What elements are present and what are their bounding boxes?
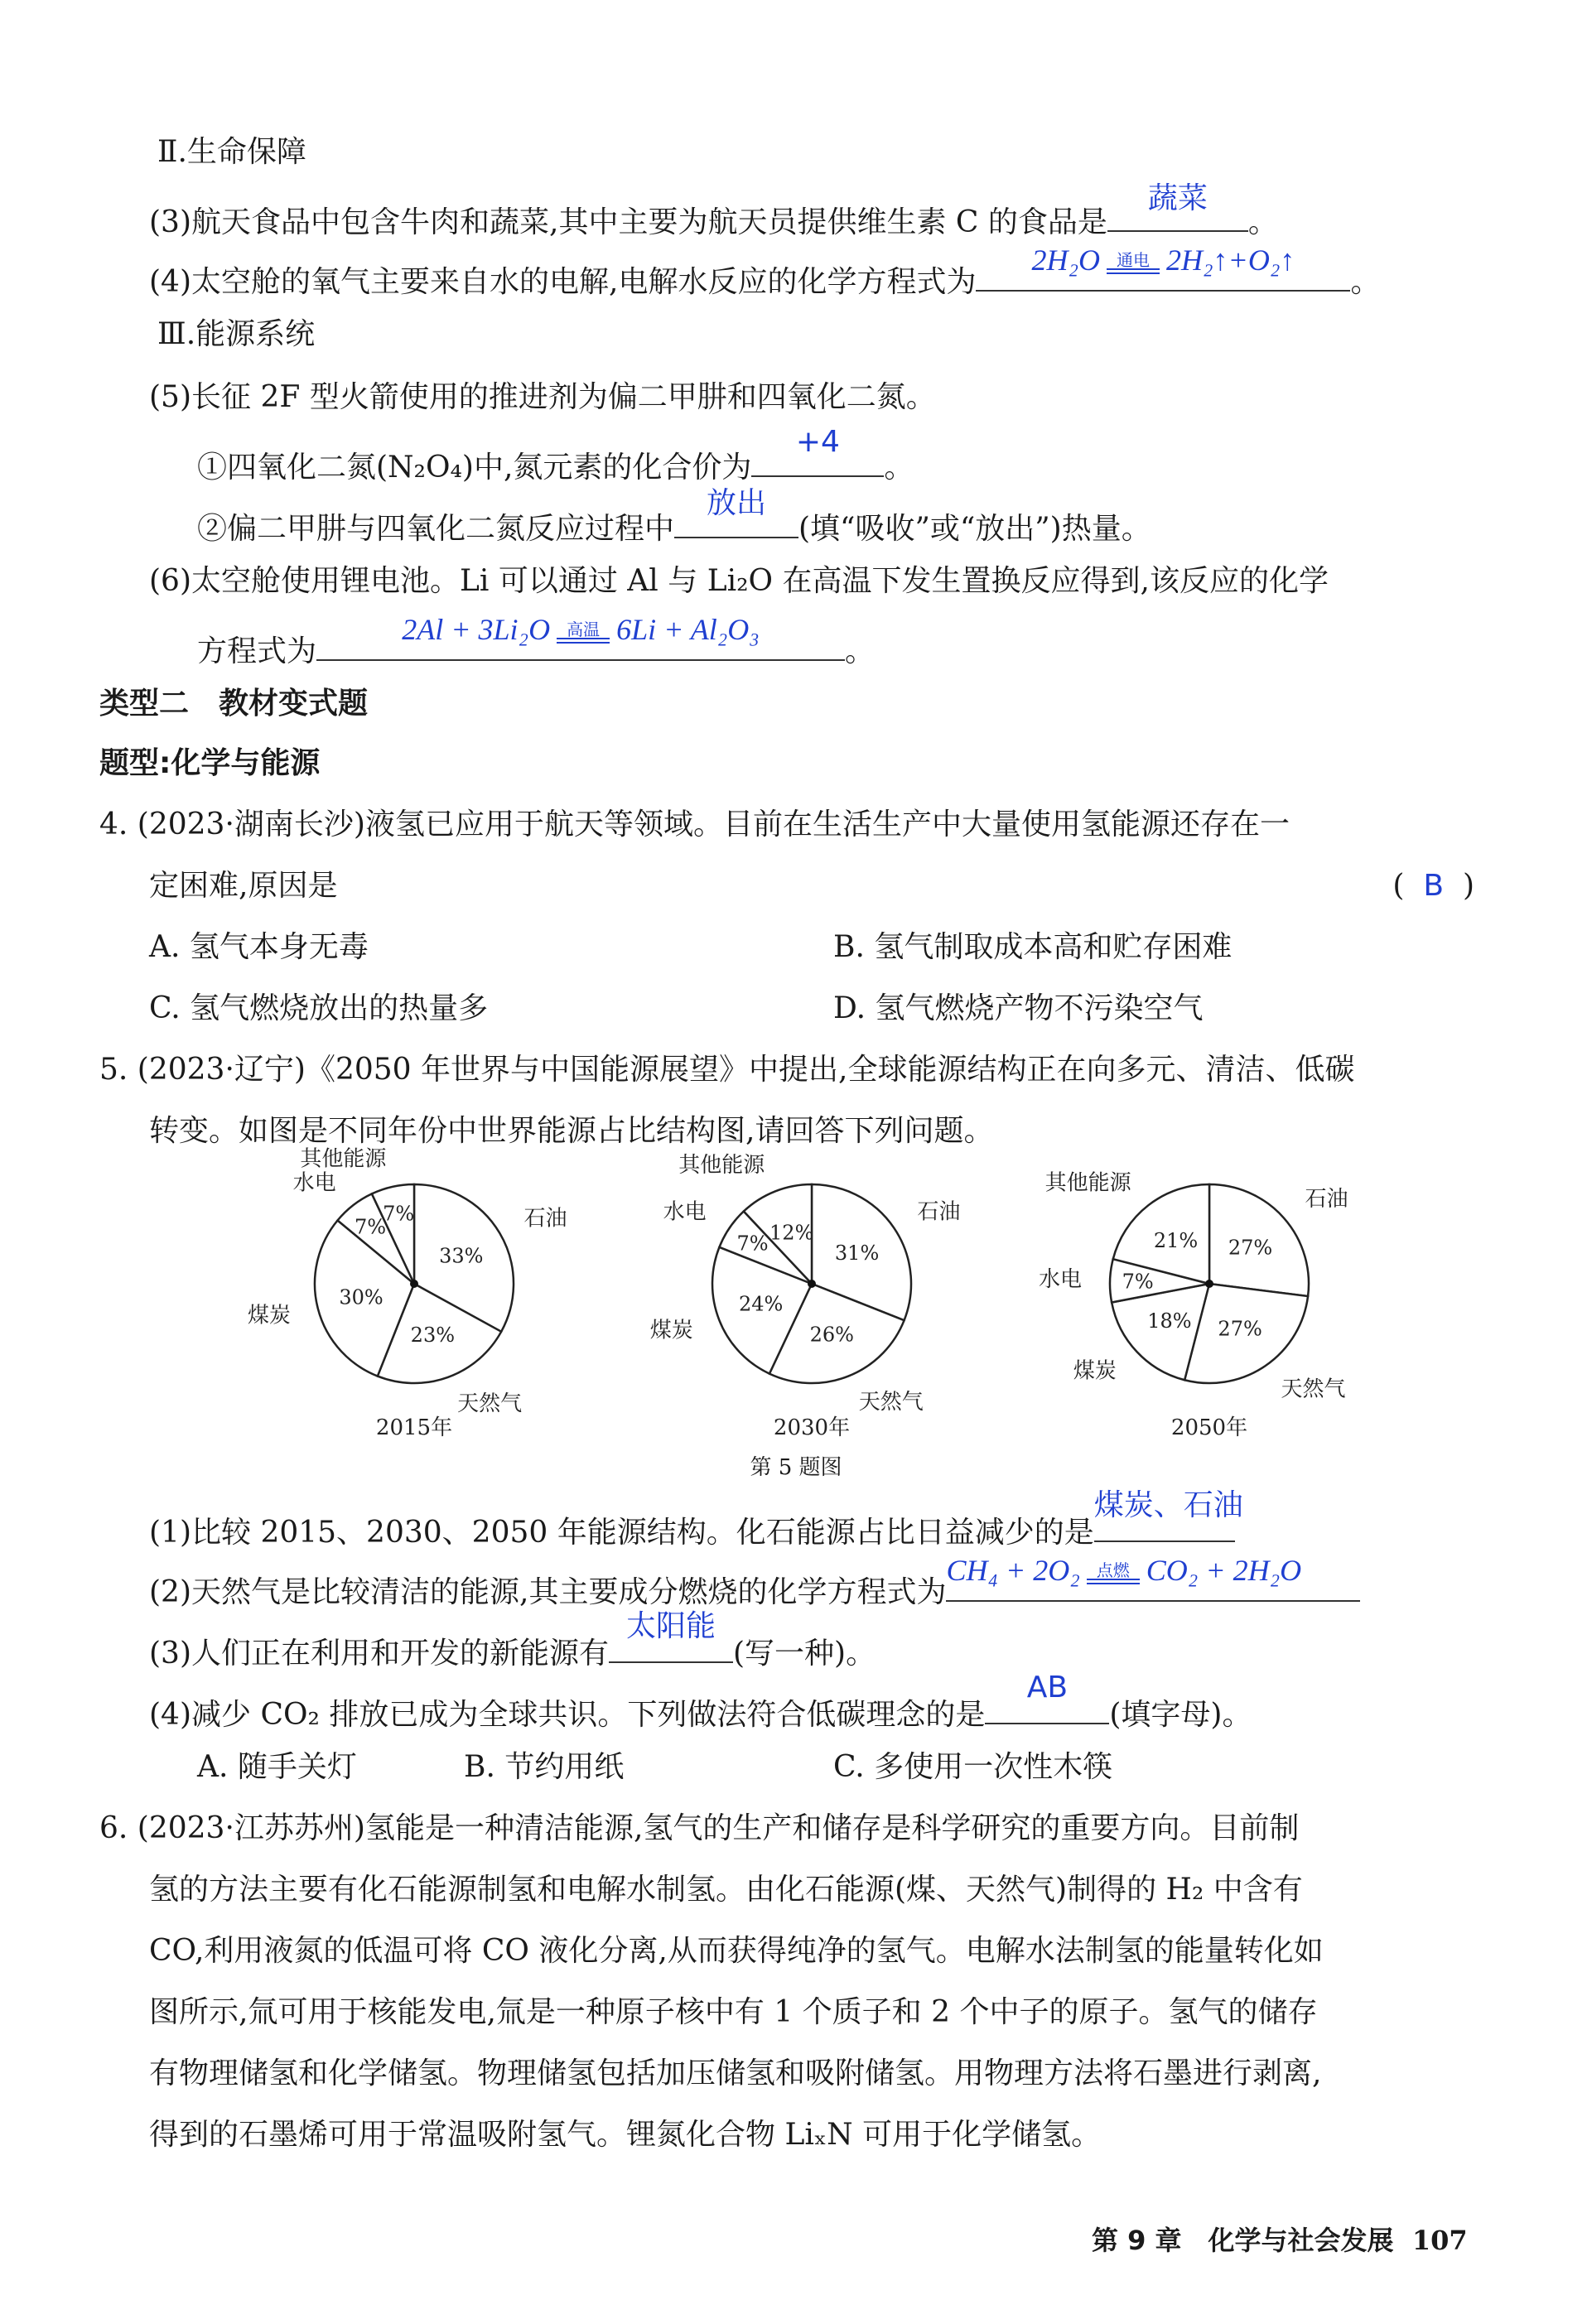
problem-5-q3-text-b: (写一种)。 (733, 1637, 876, 1671)
pie-year-label: 2050年 (1170, 1415, 1248, 1440)
pie-category-水电: 水电 (292, 1170, 336, 1196)
question-5-2-blank (674, 486, 798, 538)
section-heading-energy-system: Ⅲ.能源系统 (157, 317, 316, 351)
question-5: (5)长征 2F 型火箭使用的推进剂为偏二甲肼和四氧化二氮。 (149, 380, 936, 414)
problem-6-line-3: CO,利用液氮的低温可将 CO 液化分离,从而获得纯净的氢气。电解水法制氢的能量转化如 (149, 1934, 1324, 1968)
pie-percent-其他能源: 7% (383, 1202, 415, 1226)
problem-6-line-4: 图所示,氚可用于核能发电,氚是一种原子核中有 1 个质子和 2 个中子的原子。氢气的储存 (149, 1995, 1318, 2029)
pie-category-其他能源: 其他能源 (678, 1152, 765, 1178)
question-5-1-answer: +4 (795, 425, 840, 459)
problem-5-q4-answer: AB (1026, 1671, 1069, 1704)
problem-5-q4-option-b: B. 节约用纸 (464, 1750, 625, 1784)
pie-category-石油: 石油 (917, 1199, 961, 1225)
eq-products: 2H₂↑+O₂↑ (1166, 243, 1295, 277)
problem-4-answer: B (1423, 869, 1445, 903)
eq-reactants: CH₄ + 2O₂ (946, 1554, 1080, 1587)
eq-condition (1083, 1562, 1143, 1584)
eq-condition-text: 点燃 (1096, 1560, 1130, 1581)
eq-condition-text: 通电 (1117, 250, 1151, 271)
pie-category-煤炭: 煤炭 (247, 1303, 291, 1328)
eq-products: CO₂ + 2H₂O (1146, 1554, 1302, 1587)
pie-percent-水电: 7% (1122, 1270, 1154, 1294)
problem-4-stem: 定困难,原因是 (149, 869, 338, 903)
problem-5-q2-equation (946, 1554, 1377, 1587)
pie-chart-2050年 (1039, 1170, 1348, 1440)
pie-percent-水电: 7% (736, 1232, 769, 1256)
problem-5-q3-blank (609, 1609, 733, 1663)
problem-5-q1-text: (1)比较 2015、2030、2050 年能源结构。化石能源占比日益减少的是 (149, 1516, 1094, 1550)
energy-structure-pie-charts (232, 1146, 1408, 1474)
problem-5-q1 (149, 1488, 1243, 1553)
section-heading-life-support: Ⅱ.生命保障 (157, 135, 306, 169)
problem-5-q4-blank (985, 1671, 1109, 1724)
problem-5-q1-blank (1093, 1488, 1243, 1542)
problem-4-option-c: C. 氢气燃烧放出的热量多 (149, 991, 489, 1025)
pie-category-天然气: 天然气 (1281, 1377, 1346, 1402)
question-6-blank (316, 613, 845, 661)
question-6-text: 方程式为 (197, 634, 317, 668)
pie-percent-天然气: 26% (809, 1323, 854, 1347)
eq-products: 6Li + Al₂O₃ (616, 613, 760, 646)
pie-year-label: 2030年 (773, 1415, 851, 1440)
pie-percent-石油: 27% (1228, 1236, 1273, 1260)
question-6-equation (316, 613, 845, 646)
pie-category-天然气: 天然气 (858, 1390, 924, 1415)
problem-5-q2-text: (2)天然气是比较清洁的能源,其主要成分燃烧的化学方程式为 (149, 1575, 947, 1609)
pie-chart-2015年 (248, 1147, 567, 1440)
problem-4-choice-bracket: ( B ) (1392, 869, 1474, 903)
problem-5-line-2: 转变。如图是不同年份中世界能源占比结构图,请回答下列问题。 (149, 1114, 994, 1148)
question-3-blank (1107, 181, 1248, 232)
eq-condition (1103, 252, 1163, 274)
pie-category-煤炭: 煤炭 (1073, 1358, 1117, 1384)
question-5-1-text: ①四氧化二氮(N₂O₄)中,氮元素的化合价为 (197, 451, 752, 485)
footer-chapter: 第 9 章 化学与社会发展 (1092, 2225, 1394, 2256)
problem-5-q4-option-c: C. 多使用一次性木筷 (833, 1750, 1113, 1784)
problem-6-line-1: 6. (2023·江苏苏州)氢能是一种清洁能源,氢气的生产和储存是科学研究的重要方向。目前制 (99, 1811, 1300, 1845)
pie-percent-石油: 31% (834, 1241, 880, 1265)
pie-center-dot (808, 1280, 816, 1288)
question-5-1-blank (751, 425, 884, 477)
topic-heading: 题型:化学与能源 (99, 746, 321, 780)
eq-reactants: 2H₂O (1031, 243, 1101, 277)
pie-percent-其他能源: 12% (769, 1221, 814, 1245)
problem-5-line-1: 5. (2023·辽宁)《2050 年世界与中国能源展望》中提出,全球能源结构正在向多元、清洁、低碳 (99, 1053, 1355, 1087)
footer-page-number: 107 (1411, 2225, 1468, 2256)
type-two-heading: 类型二 教材变式题 (99, 687, 369, 721)
pie-percent-石油: 33% (439, 1244, 484, 1268)
pie-chart-2030年 (650, 1153, 961, 1440)
eq-reactants: 2Al + 3Li₂O (402, 613, 551, 646)
pie-percent-水电: 7% (355, 1215, 387, 1239)
problem-4-line-2 (149, 866, 1474, 906)
problem-6-line-6: 得到的石墨烯可用于常温吸附氢气。锂氮化合物 LiₓN 可用于化学储氢。 (149, 2118, 1102, 2152)
question-3-answer: 蔬菜 (1147, 181, 1208, 215)
pie-category-其他能源: 其他能源 (300, 1146, 387, 1172)
problem-4-option-a: A. 氢气本身无毒 (149, 930, 369, 964)
problem-5-q3-answer: 太阳能 (625, 1609, 716, 1643)
question-4: (4)太空舱的氧气主要来自水的电解,电解水反应的化学方程式为 2H₂O 通电 2H₂↑+O₂↑ 。 (149, 243, 1381, 299)
problem-4-option-b: B. 氢气制取成本高和贮存困难 (833, 930, 1233, 964)
pie-category-水电: 水电 (1039, 1267, 1083, 1293)
problem-5-q4-text-a: (4)减少 CO₂ 排放已成为全球共识。下列做法符合低碳理念的是 (149, 1698, 986, 1732)
problem-5-q2 (149, 1554, 1360, 1613)
problem-6-line-5: 有物理储氢和化学储氢。物理储氢包括加压储氢和吸附储氢。用物理方法将石墨进行剥离, (149, 2056, 1322, 2090)
pie-percent-煤炭: 24% (738, 1292, 784, 1316)
pie-category-煤炭: 煤炭 (649, 1318, 693, 1343)
pie-center-dot (1205, 1280, 1213, 1288)
problem-4-line-1: 4. (2023·湖南长沙)液氢已应用于航天等领域。目前在生活生产中大量使用氢能源还存在一 (99, 808, 1290, 841)
question-4-equation (976, 243, 1350, 277)
footer (1092, 2220, 1468, 2258)
question-5-2 (197, 486, 1151, 549)
eq-condition-text: 高温 (567, 620, 601, 640)
question-5-1: ①四氧化二氮(N₂O₄)中,氮元素的化合价为 +4 。 (197, 425, 914, 485)
problem-5-q2-blank (946, 1554, 1360, 1602)
problem-5-q1-answer: 煤炭、石油 (1093, 1488, 1243, 1522)
question-5-2-answer: 放出 (707, 486, 767, 520)
problem-5-q3-text-a: (3)人们正在利用和开发的新能源有 (149, 1637, 609, 1671)
question-3: (3)航天食品中包含牛肉和蔬菜,其中主要为航天员提供维生素 C 的食品是 蔬菜 。 (149, 181, 1278, 239)
eq-condition (553, 621, 613, 644)
question-6-line-1: (6)太空舱使用锂电池。Li 可以通过 Al 与 Li₂O 在高温下发生置换反应得到,该反应的化学 (149, 564, 1329, 598)
pie-percent-煤炭: 30% (339, 1285, 384, 1309)
problem-5-q3 (149, 1609, 876, 1674)
question-5-2-text-a: ②偏二甲肼与四氧化二氮反应过程中 (197, 512, 675, 546)
pie-category-水电: 水电 (663, 1199, 707, 1225)
question-6-line-2: 方程式为 2Al + 3Li₂O 高温 6Li + Al₂O₃ 。 (197, 613, 876, 668)
pie-percent-天然气: 23% (410, 1324, 456, 1348)
problem-5-q4-text-b: (填字母)。 (1109, 1698, 1252, 1732)
pie-center-dot (410, 1280, 418, 1288)
pie-percent-煤炭: 18% (1147, 1309, 1192, 1333)
chart-caption: 第 5 题图 (750, 1455, 842, 1480)
problem-5-q4 (149, 1671, 1252, 1735)
problem-6-line-2: 氢的方法主要有化石能源制氢和电解水制氢。由化石能源(煤、天然气)制得的 H₂ 中含有 (149, 1873, 1303, 1907)
pie-category-石油: 石油 (523, 1206, 567, 1232)
pie-percent-天然气: 27% (1218, 1317, 1262, 1341)
pie-year-label: 2015年 (375, 1415, 453, 1440)
question-4-text: (4)太空舱的氧气主要来自水的电解,电解水反应的化学方程式为 (149, 265, 977, 299)
question-4-blank (976, 243, 1350, 292)
question-3-text: (3)航天食品中包含牛肉和蔬菜,其中主要为航天员提供维生素 C 的食品是 (149, 205, 1107, 239)
pie-category-石油: 石油 (1305, 1187, 1348, 1213)
problem-4-option-d: D. 氢气燃烧产物不污染空气 (833, 991, 1204, 1025)
pie-category-其他能源: 其他能源 (1044, 1170, 1131, 1196)
problem-5-q4-option-a: A. 随手关灯 (197, 1750, 357, 1784)
pie-percent-其他能源: 21% (1153, 1228, 1199, 1252)
pie-category-天然气: 天然气 (457, 1391, 523, 1416)
question-5-2-text-b: (填“吸收”或“放出”)热量。 (798, 512, 1151, 546)
